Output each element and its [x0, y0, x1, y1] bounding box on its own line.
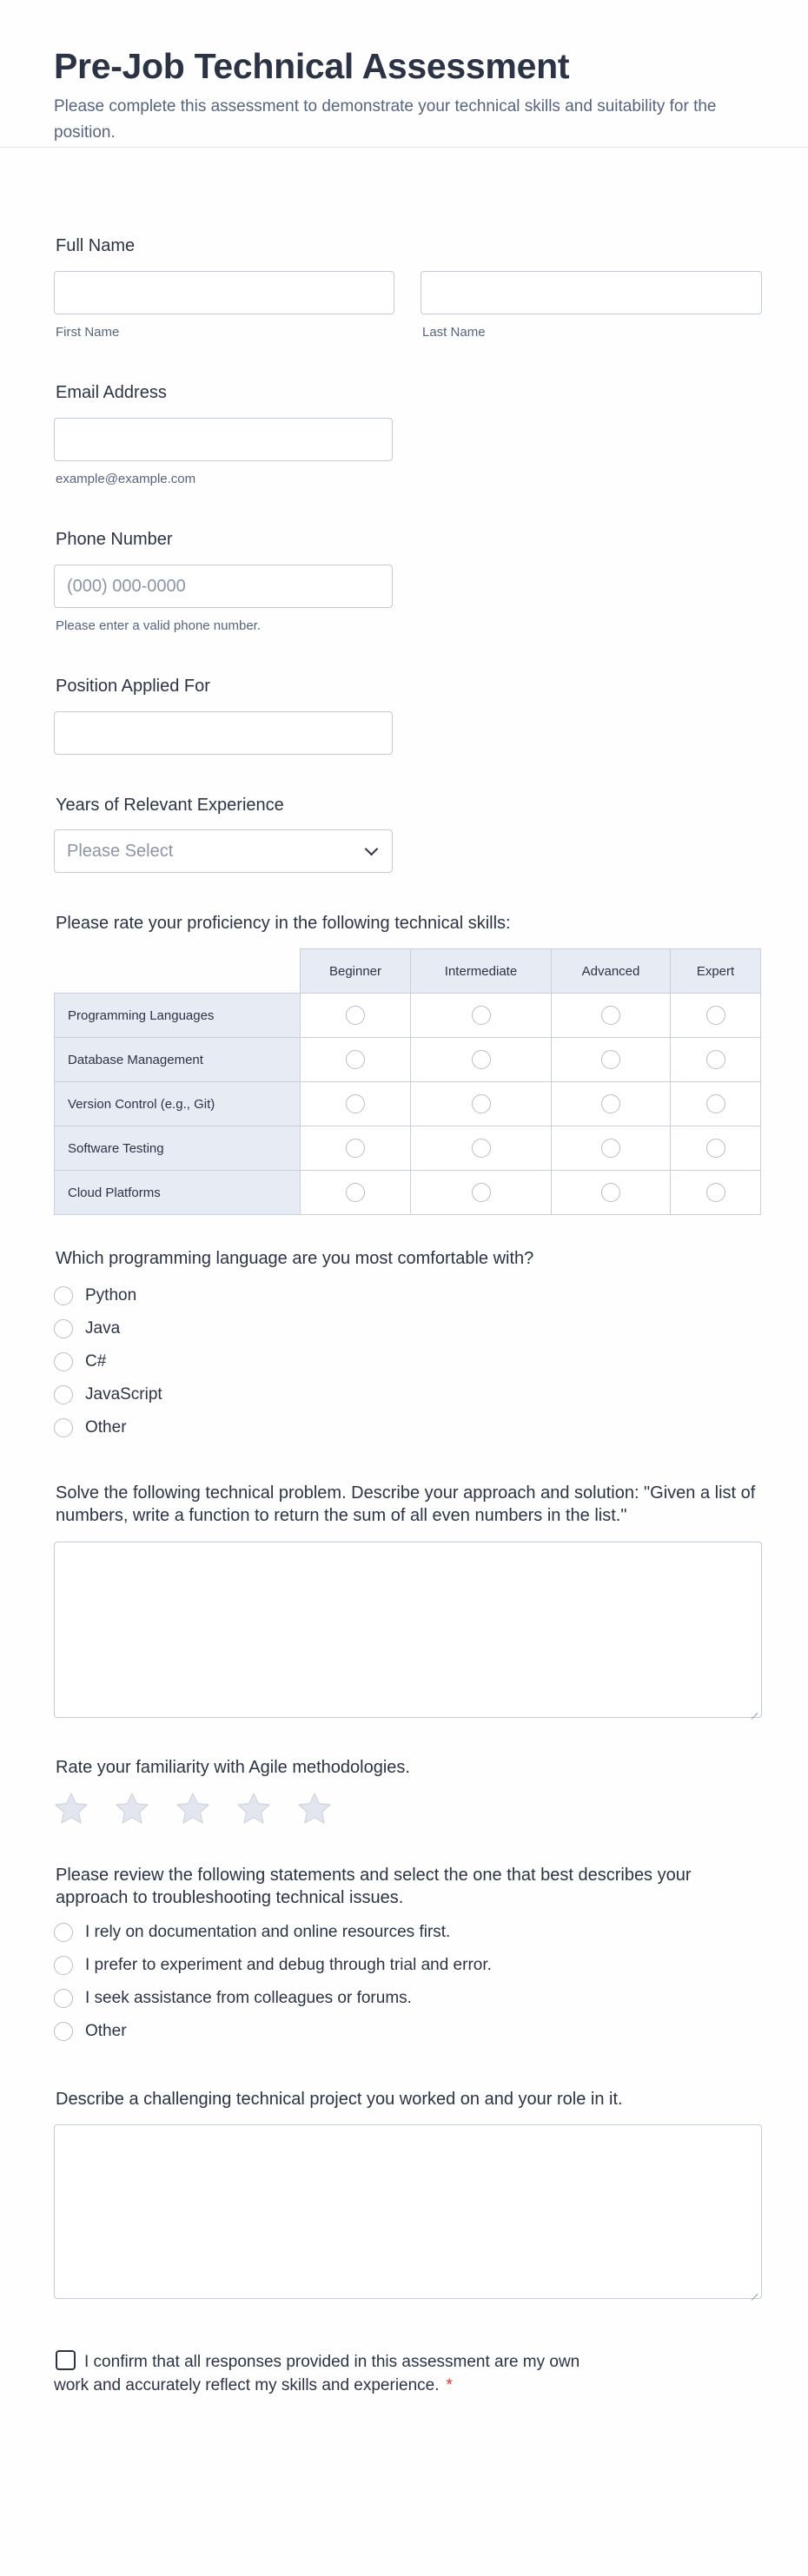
radio-option[interactable] — [54, 1949, 492, 1982]
matrix-radio[interactable] — [472, 1094, 491, 1113]
first-name-input[interactable] — [54, 271, 394, 314]
matrix-cell — [671, 994, 761, 1038]
matrix-row-label: Cloud Platforms — [55, 1171, 301, 1215]
email-label: Email Address — [56, 383, 167, 402]
matrix-cell — [411, 1038, 552, 1082]
page-subtitle: Please complete this assessment to demonstrate your technical skills and suitability for the position. — [54, 97, 717, 142]
required-asterisk: * — [446, 2376, 453, 2394]
matrix-row-label: Programming Languages — [55, 994, 301, 1038]
matrix-radio[interactable] — [346, 1139, 365, 1158]
matrix-radio[interactable] — [472, 1050, 491, 1069]
matrix-cell — [552, 1038, 671, 1082]
troubleshooting-label: Please review the following statements and select the one that best describes your approach to troubleshooting technical issues. — [56, 1866, 692, 1907]
confirm-text-1: I confirm that all responses provided in this assessment are my own — [84, 2353, 580, 2371]
phone-input[interactable]: (000) 000-0000 — [54, 565, 393, 608]
resize-handle-icon[interactable] — [751, 2288, 758, 2295]
email-group — [54, 418, 393, 486]
matrix-row — [55, 1171, 761, 1215]
experience-select[interactable] — [54, 829, 393, 873]
star-icon[interactable] — [236, 1792, 271, 1825]
matrix-row-label: Software Testing — [55, 1126, 301, 1171]
radio-option[interactable] — [54, 1345, 162, 1378]
project-group — [54, 2124, 762, 2299]
matrix-cell — [671, 1126, 761, 1171]
matrix-radio[interactable] — [472, 1139, 491, 1158]
matrix-row — [55, 1082, 761, 1126]
radio-option[interactable] — [54, 1411, 162, 1444]
phone-sublabel: Please enter a valid phone number. — [56, 618, 261, 633]
radio-option[interactable] — [54, 1982, 492, 2015]
radio-label: Python — [85, 1286, 137, 1305]
matrix-cell — [411, 1171, 552, 1215]
radio-button[interactable] — [54, 1385, 73, 1404]
matrix-col-header: Beginner — [301, 949, 411, 994]
problem-group — [54, 1542, 762, 1718]
matrix-radio[interactable] — [706, 1183, 725, 1202]
matrix-cell — [301, 1126, 411, 1171]
matrix-table — [54, 948, 761, 1215]
problem-textarea[interactable] — [54, 1542, 762, 1718]
confirm-text-2: work and accurately reflect my skills and experience. — [54, 2376, 440, 2394]
phone-group — [54, 565, 393, 633]
matrix-col-header: Advanced — [552, 949, 671, 994]
star-rating — [54, 1792, 332, 1825]
matrix-radio[interactable] — [601, 1183, 620, 1202]
radio-button[interactable] — [54, 1286, 73, 1305]
matrix-corner — [55, 949, 301, 994]
matrix-radio[interactable] — [706, 1006, 725, 1025]
radio-option[interactable] — [54, 2015, 492, 2048]
radio-label: I prefer to experiment and debug through trial and error. — [85, 1956, 492, 1974]
star-icon[interactable] — [297, 1792, 332, 1825]
radio-label: I rely on documentation and online resources first. — [85, 1923, 451, 1941]
radio-option[interactable] — [54, 1916, 492, 1949]
problem-field — [54, 1482, 763, 1527]
last-name-group — [421, 271, 762, 340]
language-label: Which programming language are you most comfortable with? — [56, 1249, 534, 1268]
radio-label: JavaScript — [85, 1385, 162, 1404]
matrix-cell — [301, 994, 411, 1038]
matrix-cell — [552, 1171, 671, 1215]
confirm-field — [54, 2350, 732, 2397]
matrix-row-label: Database Management — [55, 1038, 301, 1082]
page-title: Pre-Job Technical Assessment — [54, 46, 570, 86]
matrix-row — [55, 1038, 761, 1082]
matrix-radio[interactable] — [601, 1139, 620, 1158]
matrix-col-header: Expert — [671, 949, 761, 994]
skills-matrix-field — [54, 912, 511, 935]
matrix-cell — [411, 1126, 552, 1171]
star-icon[interactable] — [54, 1792, 89, 1825]
radio-label: C# — [85, 1352, 107, 1371]
project-textarea[interactable] — [54, 2124, 762, 2299]
matrix-cell — [301, 1082, 411, 1126]
radio-option[interactable] — [54, 1279, 162, 1312]
matrix-cell — [552, 1082, 671, 1126]
language-field — [54, 1247, 533, 1270]
confirm-line-2 — [54, 2374, 732, 2397]
matrix-header-row — [55, 949, 761, 994]
last-name-input[interactable] — [421, 271, 762, 314]
radio-label: Java — [85, 1319, 121, 1338]
matrix-cell — [411, 994, 552, 1038]
agile-rating — [54, 1792, 332, 1825]
matrix-radio[interactable] — [346, 1183, 365, 1202]
matrix-radio[interactable] — [472, 1183, 491, 1202]
experience-field — [54, 794, 284, 816]
project-label: Describe a challenging technical project you worked on and your role in it. — [56, 2090, 623, 2109]
matrix-radio[interactable] — [601, 1094, 620, 1113]
experience-select-value: Please Select — [67, 842, 174, 861]
matrix-radio[interactable] — [346, 1094, 365, 1113]
star-icon[interactable] — [115, 1792, 149, 1825]
troubleshooting-field — [54, 1864, 763, 1909]
problem-label: Solve the following technical problem. Describe your approach and solution: "Given a list of numbers, write a function to return the sum of all even numbers in the list." — [56, 1483, 756, 1525]
matrix-radio[interactable] — [706, 1094, 725, 1113]
confirm-line-1 — [54, 2350, 732, 2374]
matrix-cell — [671, 1038, 761, 1082]
experience-group — [54, 829, 393, 873]
first-name-sublabel: First Name — [56, 325, 120, 340]
confirm-checkbox[interactable] — [56, 2350, 76, 2370]
radio-button[interactable] — [54, 1418, 73, 1437]
matrix-cell — [301, 1171, 411, 1215]
last-name-sublabel: Last Name — [422, 325, 486, 340]
matrix-row — [55, 994, 761, 1038]
position-field — [54, 675, 210, 697]
form-header — [0, 0, 808, 148]
matrix-cell — [552, 1126, 671, 1171]
skills-matrix-label: Please rate your proficiency in the following technical skills: — [56, 914, 511, 933]
matrix-row-label: Version Control (e.g., Git) — [55, 1082, 301, 1126]
radio-option[interactable] — [54, 1378, 162, 1411]
email-sublabel: example@example.com — [56, 472, 196, 486]
matrix-cell — [301, 1038, 411, 1082]
position-label: Position Applied For — [56, 677, 210, 696]
matrix-cell — [671, 1082, 761, 1126]
matrix-radio[interactable] — [472, 1006, 491, 1025]
radio-button[interactable] — [54, 1989, 73, 2008]
matrix-cell — [552, 994, 671, 1038]
troubleshooting-options — [54, 1916, 492, 2048]
position-group — [54, 711, 393, 755]
resize-handle-icon[interactable] — [751, 1707, 758, 1714]
radio-button[interactable] — [54, 1319, 73, 1338]
language-options — [54, 1279, 162, 1444]
full-name-field — [54, 234, 135, 257]
radio-button[interactable] — [54, 1923, 73, 1942]
radio-label: Other — [85, 1418, 127, 1437]
matrix-radio[interactable] — [601, 1050, 620, 1069]
matrix-radio[interactable] — [346, 1050, 365, 1069]
matrix-row — [55, 1126, 761, 1171]
skills-matrix — [54, 948, 761, 1215]
matrix-radio[interactable] — [706, 1139, 725, 1158]
star-icon[interactable] — [176, 1792, 210, 1825]
radio-button[interactable] — [54, 1956, 73, 1975]
phone-field — [54, 528, 173, 551]
matrix-radio[interactable] — [706, 1050, 725, 1069]
first-name-group — [54, 271, 394, 340]
matrix-col-header: Intermediate — [411, 949, 552, 994]
project-field — [54, 2088, 623, 2110]
agile-label: Rate your familiarity with Agile methodologies. — [56, 1758, 410, 1777]
radio-label: I seek assistance from colleagues or forums. — [85, 1989, 412, 2007]
radio-button[interactable] — [54, 1352, 73, 1371]
email-field — [54, 381, 167, 404]
experience-label: Years of Relevant Experience — [56, 796, 284, 815]
matrix-radio[interactable] — [601, 1006, 620, 1025]
radio-option[interactable] — [54, 1312, 162, 1345]
radio-button[interactable] — [54, 2022, 73, 2041]
agile-field — [54, 1756, 410, 1779]
chevron-down-icon — [365, 842, 379, 856]
email-input[interactable] — [54, 418, 393, 461]
matrix-cell — [671, 1171, 761, 1215]
radio-label: Other — [85, 2022, 127, 2040]
position-input[interactable] — [54, 711, 393, 755]
full-name-label: Full Name — [56, 236, 136, 255]
phone-label: Phone Number — [56, 530, 173, 549]
matrix-radio[interactable] — [346, 1006, 365, 1025]
matrix-cell — [411, 1082, 552, 1126]
